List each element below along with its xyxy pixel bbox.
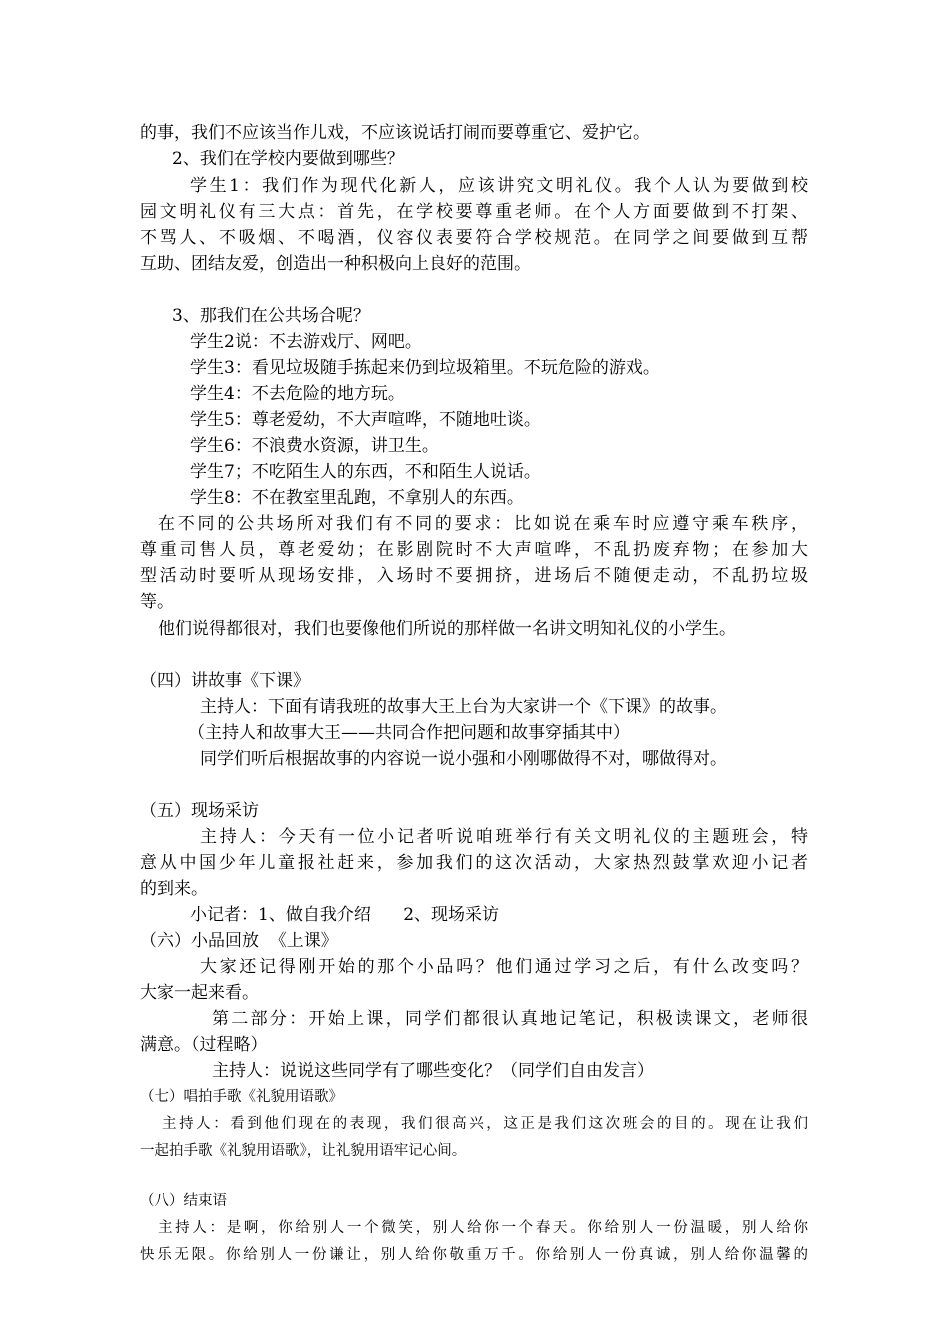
text-line: 等。 xyxy=(140,592,174,612)
text-line: 学生4：不去危险的地方玩。 xyxy=(190,384,405,404)
text-line: 尊重司售人员，尊老爱幼；在影剧院时不大声喧哗，不乱扔废弃物；在参加大 xyxy=(140,540,808,560)
section-heading: 2、我们在学校内要做到哪些？ xyxy=(172,149,404,169)
text-line: 型活动时要听从现场安排，入场时不要拥挤，进场后不随便走动，不乱扔垃圾 xyxy=(140,566,808,586)
text-line: （主持人和故事大王——共同合作把问题和故事穿插其中） xyxy=(188,723,630,743)
text-line: 主持人：说说这些同学有了哪些变化？（同学们自由发言） xyxy=(212,1061,654,1081)
text-line: 互助、团结友爱，创造出一种积极向上良好的范围。 xyxy=(140,254,531,274)
text-line: 学生6：不浪费水资源，讲卫生。 xyxy=(190,436,439,456)
text-line: 的事，我们不应该当作儿戏，不应该说话打闹而要尊重它、爱护它。 xyxy=(140,123,650,143)
text-line: 快乐无限。你给别人一份谦让，别人给你敬重万千。你给别人一份真诚，别人给你温馨的 xyxy=(140,1247,808,1263)
text-line: 他们说得都很对，我们也要像他们所说的那样做一名讲文明知礼仪的小学生。 xyxy=(158,619,736,639)
text-line: 大家还记得刚开始的那个小品吗？他们通过学习之后，有什么改变吗？ xyxy=(200,957,808,977)
text-line: 大家一起来看。 xyxy=(140,983,259,1003)
text-line: 在不同的公共场所对我们有不同的要求：比如说在乘车时应遵守乘车秩序， xyxy=(158,514,808,534)
text-line: 满意。（过程略） xyxy=(140,1035,268,1055)
text-line: 主持人：下面有请我班的故事大王上台为大家讲一个《下课》的故事。 xyxy=(200,697,727,717)
section-heading: （五）现场采访 xyxy=(140,801,259,821)
text-line: 学生5：尊老爱幼，不大声喧哗，不随地吐谈。 xyxy=(190,410,541,430)
text-line: 同学们听后根据故事的内容说一说小强和小刚哪做得不对，哪做得对。 xyxy=(200,749,727,769)
text-line: 意从中国少年儿童报社赶来，参加我们的这次活动，大家热烈鼓掌欢迎小记者 xyxy=(140,853,808,873)
text-line: 小记者：1、做自我介绍 2、现场采访 xyxy=(190,905,500,925)
text-line: 主持人：看到他们现在的表现，我们很高兴，这正是我们这次班会的目的。现在让我们 xyxy=(162,1116,808,1132)
text-line: 一起拍手歌《礼貌用语歌》，让礼貌用语牢记心间。 xyxy=(140,1143,467,1159)
section-heading: （六）小品回放 《上课》 xyxy=(140,931,338,951)
text-line: 学生8：不在教室里乱跑，不拿别人的东西。 xyxy=(190,488,524,508)
section-heading: （四）讲故事《下课》 xyxy=(140,671,310,691)
text-line: 学生3：看见垃圾随手拣起来仍到垃圾箱里。不玩危险的游戏。 xyxy=(190,358,660,378)
text-line: 园文明礼仪有三大点：首先，在学校要尊重老师。在个人方面要做到不打架、 xyxy=(140,202,808,222)
text-line: 学生2说：不去游戏厅、网吧。 xyxy=(190,332,422,352)
text-line: 不骂人、不吸烟、不喝酒，仪容仪表要符合学校规范。在同学之间要做到互帮 xyxy=(140,228,808,248)
text-line: 学生1：我们作为现代化新人，应该讲究文明礼仪。我个人认为要做到校 xyxy=(190,176,808,196)
section-heading: （七）唱拍手歌《礼貌用语歌》 xyxy=(140,1089,343,1105)
section-heading: （八）结束语 xyxy=(140,1193,227,1209)
text-line: 主持人：今天有一位小记者听说咱班举行有关文明礼仪的主题班会，特 xyxy=(200,827,808,847)
section-heading: 3、那我们在公共场合呢？ xyxy=(172,306,370,326)
text-line: 的到来。 xyxy=(140,879,208,899)
text-line: 主持人：是啊，你给别人一个微笑，别人给你一个春天。你给别人一份温暖，别人给你 xyxy=(158,1220,808,1236)
text-line: 学生7；不吃陌生人的东西，不和陌生人说话。 xyxy=(190,462,541,482)
text-line: 第二部分：开始上课，同学们都很认真地记笔记，积极读课文，老师很 xyxy=(212,1009,808,1029)
